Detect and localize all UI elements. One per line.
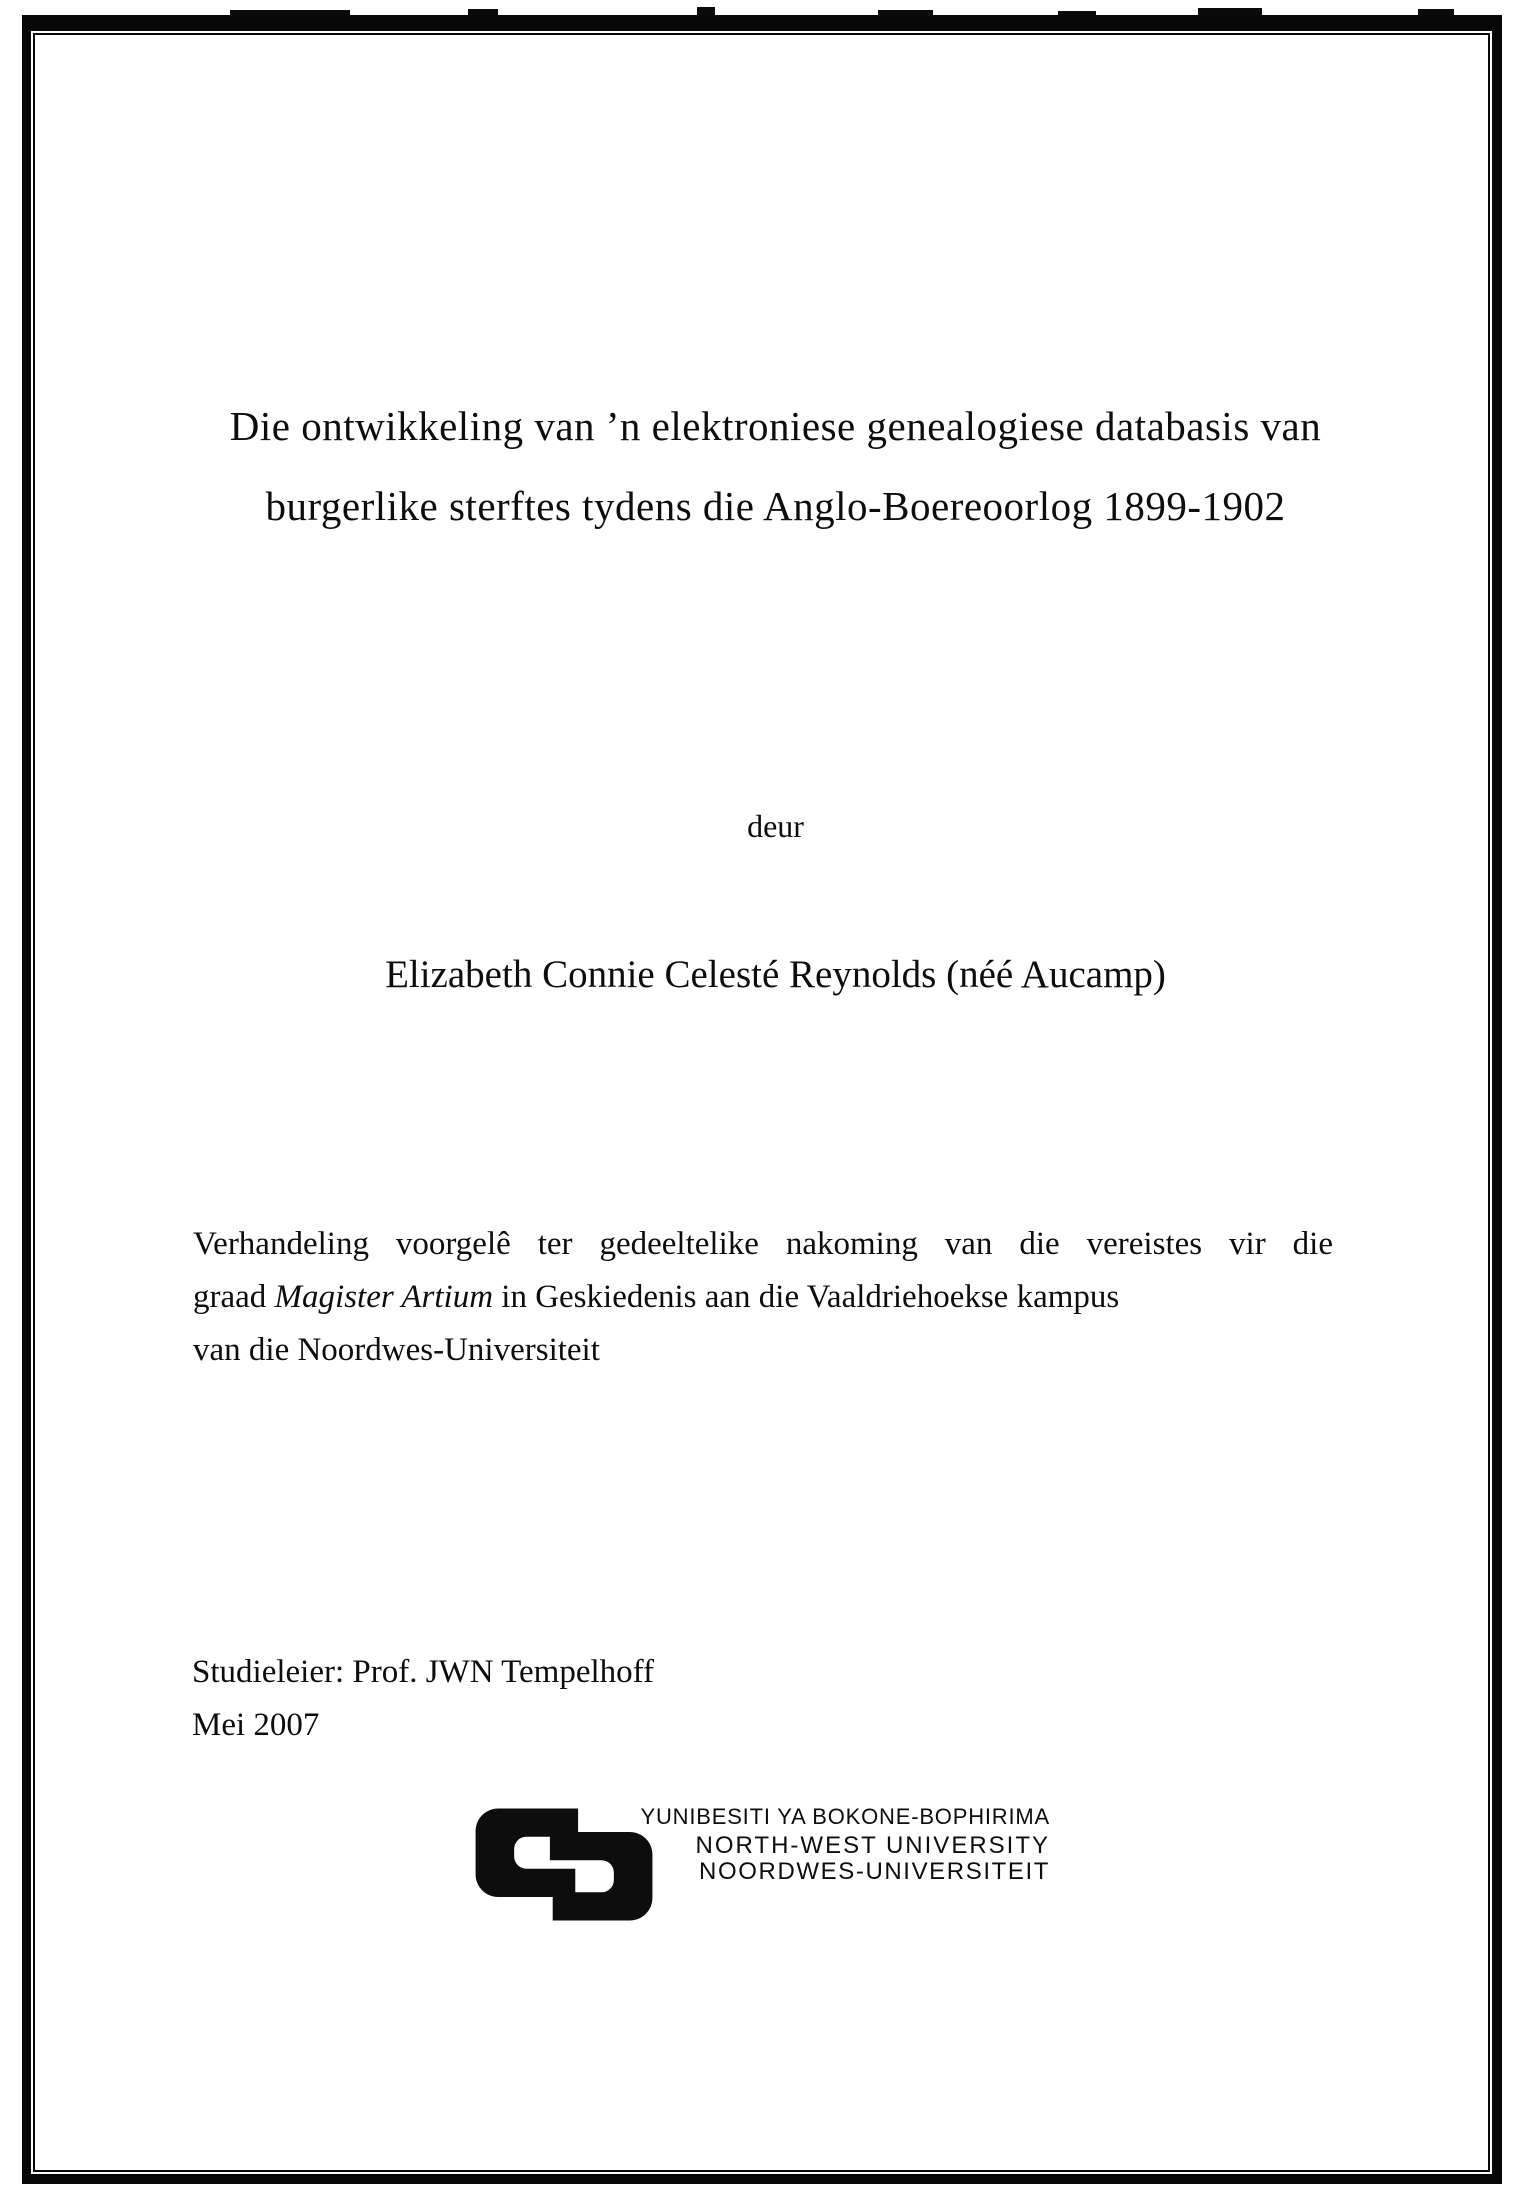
degree-statement [193,1218,1333,1377]
degree-statement-line-1: Verhandeling voorgelê ter gedeeltelike nakoming van die vereistes vir die [193,1226,1333,1262]
author-name: Elizabeth Connie Celesté Reynolds (néé Aucamp) [385,953,1166,996]
logo-line-afrikaans: NOORDWES-UNIVERSITEIT [699,1858,1050,1885]
supervisor-line: Studieleier: Prof. JWN Tempelhoff [192,1654,655,1690]
byline: deur [747,808,804,844]
degree-name-italic: Magister Artium [274,1279,494,1315]
nwu-logo-wordmark [598,1800,1050,1885]
date-line: Mei 2007 [192,1707,320,1743]
thesis-title [24,386,1527,546]
degree-statement-line-2-post: in Geskiedenis aan die Vaaldriehoekse kampus [493,1279,1120,1315]
supervisor-block [192,1646,654,1752]
thesis-title-line-2: burgerlike sterftes tydens die Anglo-Boereoorlog 1899-1902 [265,483,1286,529]
degree-statement-line-2 [193,1271,1333,1324]
logo-line-english: NORTH-WEST UNIVERSITY [695,1832,1050,1859]
logo-line-setswana: YUNIBESITI YA BOKONE-BOPHIRIMA [640,1804,1050,1829]
degree-statement-line-3: van die Noordwes-Universiteit [193,1332,600,1368]
degree-statement-line-2-pre: graad [193,1279,275,1315]
thesis-title-line-1: Die ontwikkeling van ’n elektroniese genealogiese databasis van [229,403,1322,449]
